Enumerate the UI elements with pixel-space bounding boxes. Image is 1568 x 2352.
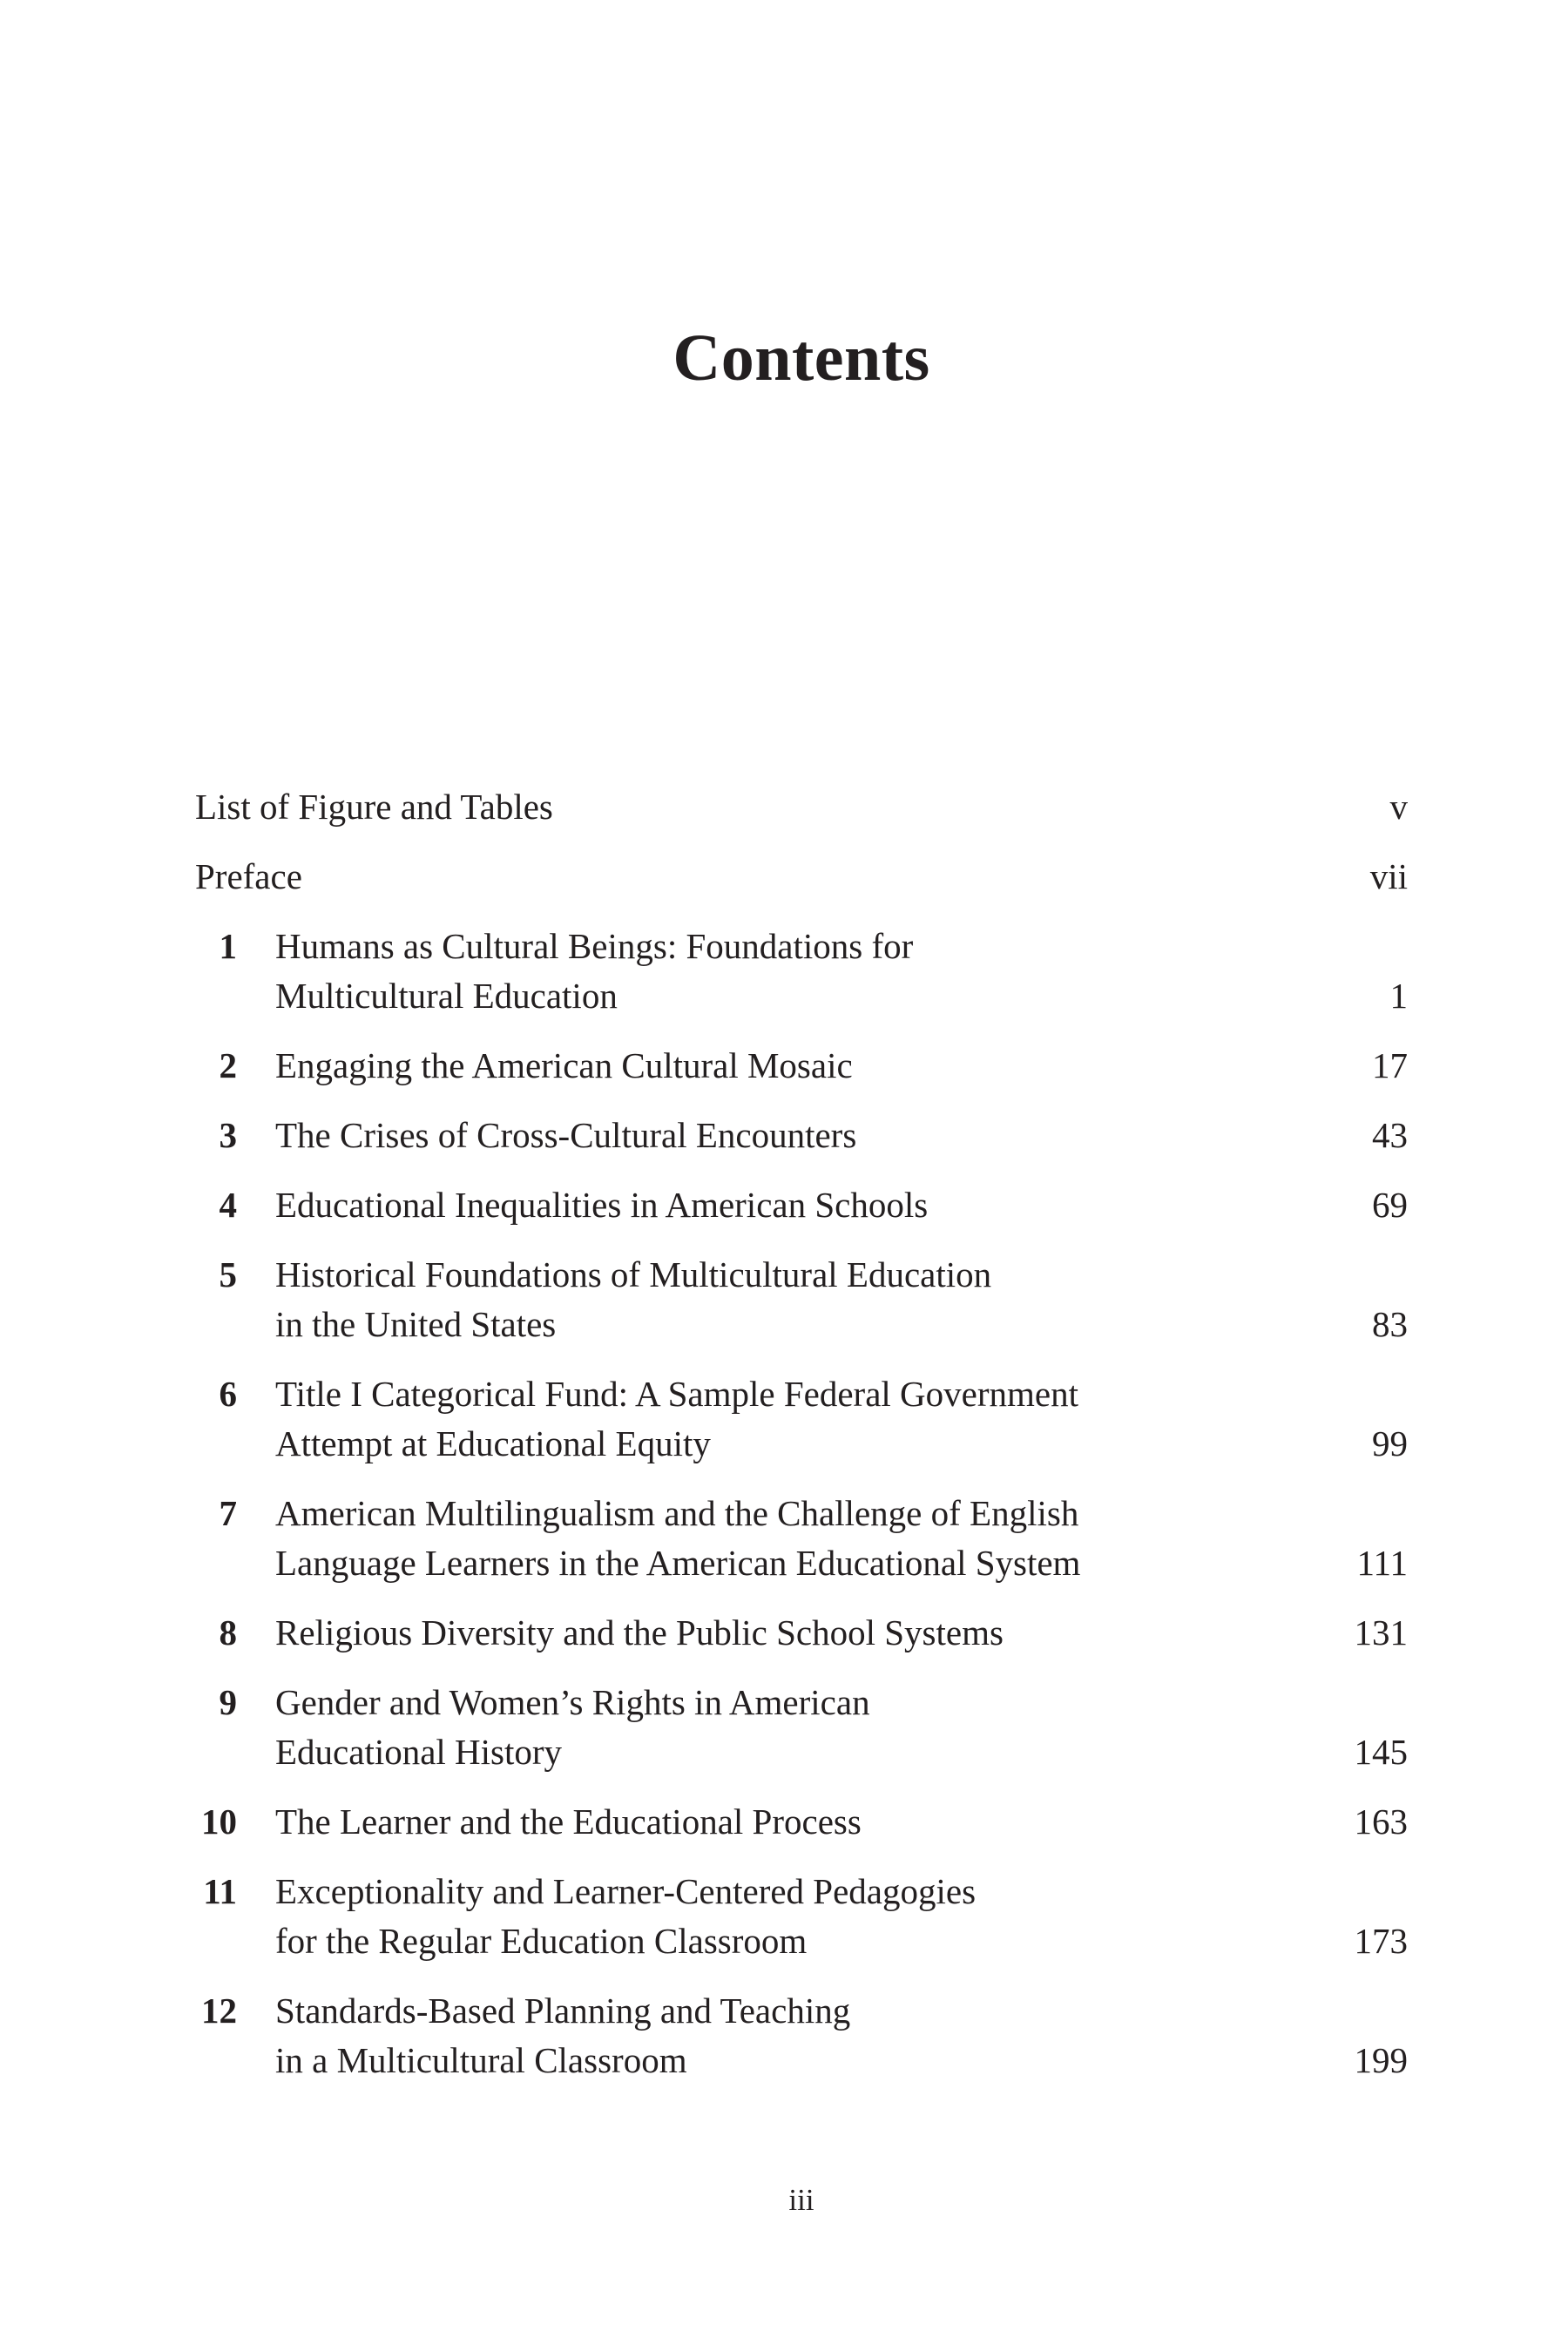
toc-page-number: 17: [1372, 1045, 1408, 1085]
chapter-title-line: Educational History: [275, 1732, 563, 1772]
chapter-number: 4: [219, 1185, 237, 1225]
chapter-number: 1: [219, 926, 237, 966]
chapter-title-line: Multicultural Education: [275, 976, 618, 1016]
chapter-number: 3: [219, 1115, 237, 1155]
toc-entry-chapter: [195, 1797, 1408, 1847]
chapter-number: 9: [219, 1682, 237, 1722]
chapter-title-line: in a Multicultural Classroom: [275, 2040, 687, 2080]
toc-entry-chapter: [195, 1986, 1408, 2085]
chapter-title-line: Exceptionality and Learner-Centered Pedagogies: [275, 1871, 977, 1911]
toc-entry-chapter: [195, 1250, 1408, 1349]
toc-entry-title: Preface: [195, 856, 302, 896]
chapter-title-line: Standards-Based Planning and Teaching: [275, 1990, 851, 2031]
chapter-title-line: Engaging the American Cultural Mosaic: [275, 1045, 853, 1085]
toc-entry-front-matter: [195, 852, 1408, 902]
chapter-title-line: Gender and Women’s Rights in American: [275, 1682, 870, 1722]
chapter-title-line: Historical Foundations of Multicultural Education: [275, 1254, 992, 1294]
chapter-number: 6: [219, 1374, 237, 1414]
toc-page-number: 199: [1354, 2040, 1408, 2080]
chapter-title-line: The Crises of Cross-Cultural Encounters: [275, 1115, 857, 1155]
chapter-number: 2: [219, 1045, 237, 1085]
chapter-number: 12: [201, 1990, 237, 2031]
toc-entry-chapter: [195, 922, 1408, 1021]
toc-entry-chapter: [195, 1678, 1408, 1777]
chapter-title-line: Religious Diversity and the Public School Systems: [275, 1612, 1004, 1652]
table-of-contents: [195, 782, 1408, 2105]
toc-page-number: 69: [1372, 1185, 1408, 1225]
toc-entry-front-matter: [195, 782, 1408, 832]
chapter-title-line: Attempt at Educational Equity: [275, 1423, 711, 1463]
toc-entry-chapter: [195, 1180, 1408, 1230]
page-folio: iii: [788, 2183, 814, 2217]
toc-entry-chapter: [195, 1489, 1408, 1588]
chapter-number: 5: [219, 1254, 237, 1294]
chapter-title-line: American Multilingualism and the Challenge of English: [275, 1493, 1079, 1533]
toc-page-number: v: [1389, 787, 1408, 827]
toc-page-number: 83: [1372, 1304, 1408, 1344]
chapter-number: 10: [201, 1801, 237, 1842]
chapter-number: 8: [219, 1612, 237, 1652]
toc-page-number: 1: [1389, 976, 1408, 1016]
toc-page-number: 131: [1354, 1612, 1408, 1652]
chapter-title-line: Humans as Cultural Beings: Foundations for: [275, 926, 914, 966]
toc-page-number: 43: [1372, 1115, 1408, 1155]
toc-page-number: 111: [1356, 1543, 1408, 1583]
toc-entry-chapter: [195, 1111, 1408, 1160]
toc-page-number: 163: [1354, 1801, 1408, 1842]
toc-page-number: 99: [1372, 1423, 1408, 1463]
toc-entry-chapter: [195, 1369, 1408, 1469]
chapter-title-line: Language Learners in the American Educational System: [275, 1543, 1081, 1583]
chapter-number: 11: [203, 1871, 237, 1911]
chapter-title-line: Title I Categorical Fund: A Sample Federal Government: [275, 1374, 1078, 1414]
chapter-title-line: Educational Inequalities in American Schools: [275, 1185, 929, 1225]
toc-entry-chapter: [195, 1608, 1408, 1658]
toc-entry-chapter: [195, 1867, 1408, 1966]
chapter-number: 7: [219, 1493, 237, 1533]
chapter-title-line: The Learner and the Educational Process: [275, 1801, 862, 1842]
page-title: Contents: [672, 321, 930, 395]
toc-page-number: 173: [1354, 1921, 1408, 1961]
toc-page-number: 145: [1354, 1732, 1408, 1772]
toc-entry-title: List of Figure and Tables: [195, 787, 553, 827]
chapter-title-line: in the United States: [275, 1304, 557, 1344]
toc-entry-chapter: [195, 1041, 1408, 1091]
toc-page-number: vii: [1369, 856, 1408, 896]
chapter-title-line: for the Regular Education Classroom: [275, 1921, 808, 1961]
